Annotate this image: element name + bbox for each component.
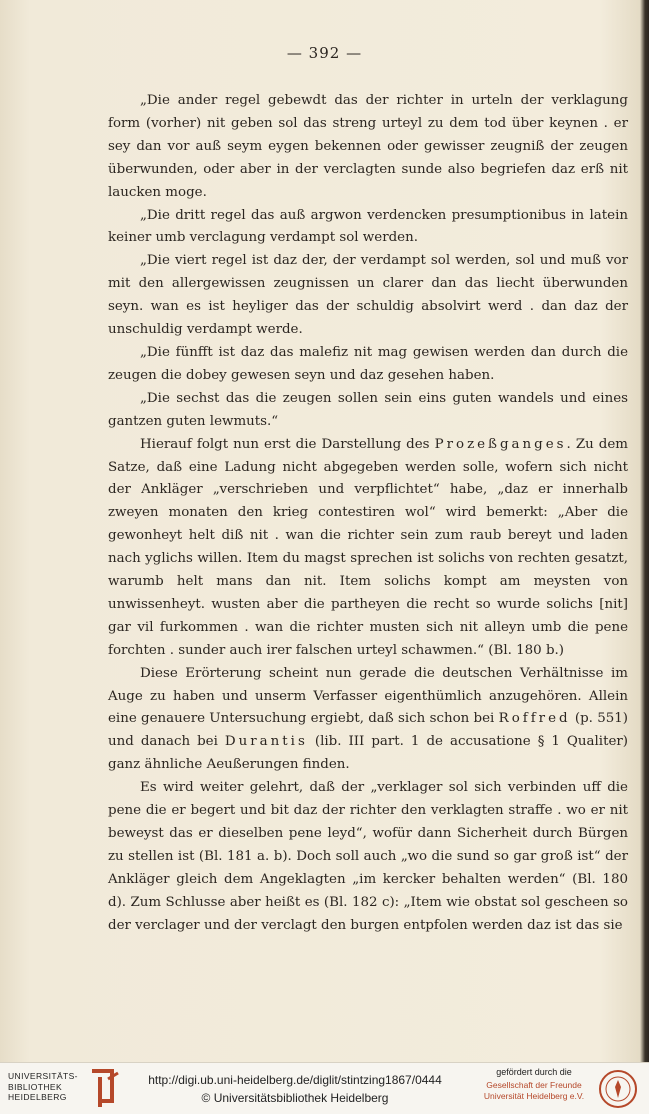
- paragraph-7-middle: (p. 551) und danach bei: [108, 711, 629, 750]
- paragraph-1: „Die ander regel gebewdt das der richter in urteln der verklagung form (vorher) nit geben sol das streng urteyl zu dem tod über keynen . er sey dan vor auß seym eygen bekennen oder gewisser zeugniß der zeugen überwunden, oder aber in der verclagten sunde also begriefen daz erß nit laucken moge.: [108, 93, 628, 200]
- spaced-name-durantis: Durantis: [224, 734, 308, 750]
- paragraph-6: [108, 434, 628, 663]
- paragraph-8: Es wird weiter gelehrt, daß der „verklager sol sich verbinden uff die pene die er begert und bit daz der richter den verklagten straffe . wo er nit beweyst das er dieselben pene leyd“, wofür dann Sicherheit durch Bürgen zu stellen ist (Bl. 181 a. b). Doch soll auch „wo die sund so gar groß ist“ der Ankläger gleich dem Angeklagten „im kercker behalten werden“ (Bl. 180 d). Zum Schlusse aber heißt es (Bl. 182 c): „Item wie obstat sol gescheen so der verclager und der verclagt den burgen entpfolen werden daz ist das sie: [108, 780, 628, 933]
- viewer-footer: [0, 1062, 649, 1114]
- page-number: — 392 —: [286, 44, 363, 62]
- paragraph-7-rest: (lib. III part. 1 de accusatione § 1 Qualiter) ganz ähnliche Aeußerungen finden.: [108, 734, 629, 773]
- paragraph-2: „Die dritt regel das auß argwon verdencken presumptionibus in latein keiner umb verclagung verdampt sol werden.: [108, 207, 628, 246]
- paragraph-4: „Die fünfft ist daz das malefiz nit mag gewisen werden dan durch die zeugen die dobey gewesen seyn und daz gesehen haben.: [108, 344, 628, 383]
- paragraph-7: [108, 663, 628, 778]
- spaced-term-prozessganges: Prozeßganges: [434, 436, 567, 452]
- library-logo-text: UNIVERSITÄTS- BIBLIOTHEK HEIDELBERG: [8, 1071, 78, 1102]
- paragraph-3: „Die viert regel ist daz der, der verdampt sol werden, sol und muß vor mit den allergewissen zeugnissen un clarer dan das liecht überwunden seyn. wan es ist heyliger das der schuldig absolvirt werd . dan daz der unschuldig verdampt werde.: [108, 253, 628, 338]
- university-seal-icon: [598, 1069, 638, 1109]
- spaced-name-roffred: Roffred: [498, 711, 571, 727]
- page-body-text: [108, 90, 628, 938]
- paragraph-6-rest: . Zu dem Satze, daß eine Ladung nicht abgegeben werden solle, wofern sich nicht der Ankläger „verschrieben und verpflichtet“ habe, „daz er innerhalb zweyen monaten den krieg contestiren wol“ wird bemerkt: „Aber die gewonheyt helt diß nit . wan die richter sein zum raub bereyt und laden nach yglichs willen. Item du magst sprechen ist solichs von rechten gesatzt, warumb helt mans dan nit. Item solichs kompt am meysten von unwissenheyt. wusten aber die partheyen die recht so wurde solichs [nit] gar vil furkommen . wan die richter musten sich nit alleyn umb die pene forchten . sunder auch irer falschen urteyl schawmen.“ (Bl. 180 b.): [108, 436, 628, 658]
- sponsor-label: gefördert durch die: [496, 1067, 572, 1077]
- paragraph-5: „Die sechst das die zeugen sollen sein eins guten wandels und eines gantzen guten lewmuts.“: [108, 390, 628, 429]
- copyright-notice: © Universitätsbibliothek Heidelberg: [201, 1091, 389, 1105]
- paragraph-7-start: Diese Erörterung scheint nun gerade die deutschen Verhältnisse im Auge zu haben und unserm Verfasser eigenthümlich anzugehören. Allein eine genauere Untersuchung ergiebt, daß sich schon bei: [108, 665, 628, 727]
- permalink-url[interactable]: http://digi.ub.uni-heidelberg.de/diglit/stintzing1867/0444: [148, 1073, 442, 1087]
- sponsor-name: Gesellschaft der Freunde Universität Heidelberg e.V.: [483, 1080, 585, 1101]
- library-logo-icon: [88, 1067, 122, 1109]
- paragraph-6-start: Hierauf folgt nun erst die Darstellung des: [140, 436, 430, 452]
